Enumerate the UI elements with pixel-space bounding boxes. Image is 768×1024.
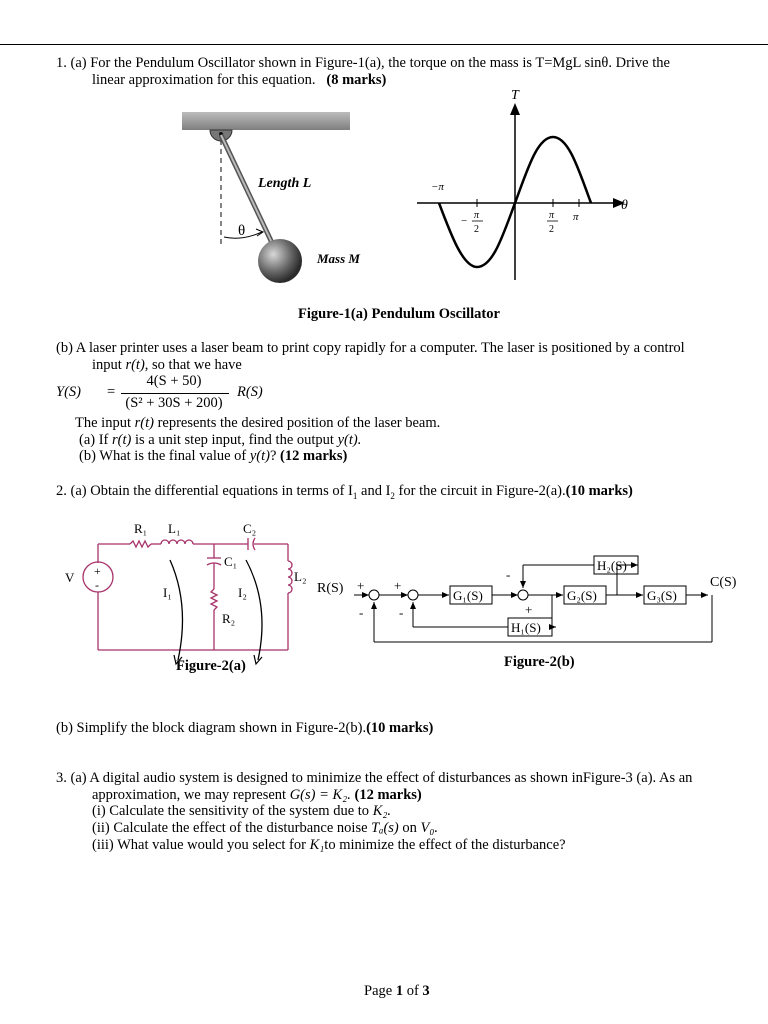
- pendulum-mass: [258, 239, 302, 283]
- inductor-l1: [161, 540, 193, 544]
- block-diagram: [312, 550, 757, 650]
- svg-text:R₂: R₂: [222, 611, 236, 626]
- svg-text:H₁(S): H₁(S): [511, 620, 541, 635]
- theta-label: θ: [238, 223, 246, 239]
- q3-part-i: (i) Calculate the sensitivity of the system due to K₂.: [92, 803, 392, 819]
- q1-a-line2: linear approximation for this equation. (8 marks): [92, 72, 387, 88]
- q2-a-line: 2. (a) Obtain the differential equations in terms of $I_1$ and $I_2$ for the circuit in Figure-2(a).(10 marks): [56, 483, 633, 501]
- q3-a-line2: approximation, we may represent G(s) = K₂. (12 marks): [92, 787, 422, 803]
- figure-2b-caption: Figure-2(b): [504, 654, 575, 670]
- tick-pi: π: [573, 211, 579, 223]
- svg-text:-: -: [506, 567, 511, 582]
- inductor-l2: [288, 561, 292, 593]
- tick-half-den: 2: [549, 224, 554, 235]
- resistor-r1: [130, 541, 151, 547]
- svg-text:L₂: L₂: [294, 569, 307, 584]
- sum-junction-3: [518, 590, 528, 600]
- axis-label-theta: θ: [621, 198, 628, 213]
- q1-a-line1: 1. (a) For the Pendulum Oscillator shown in Figure-1(a), the torque on the mass is T=MgL sinθ. Drive the: [56, 55, 670, 71]
- tick-neg-pi: −π: [431, 181, 444, 193]
- svg-text:+: +: [94, 564, 101, 578]
- page-number: Page 1 of 3: [364, 983, 430, 999]
- sum-junction-1: [369, 590, 379, 600]
- figure-1-caption: Figure-1(a) Pendulum Oscillator: [298, 306, 500, 322]
- q3-a-line1: 3. (a) A digital audio system is designed to minimize the effect of disturbances as shown inFigure-3 (a). As an: [56, 770, 693, 786]
- axis-label-t: T: [511, 88, 519, 103]
- q1-b-line3: The input r(t) represents the desired position of the laser beam.: [75, 415, 441, 431]
- svg-text:I₁: I₁: [163, 585, 172, 600]
- svg-text:G₂(S): G₂(S): [567, 588, 597, 603]
- tick-half-num: π: [549, 210, 555, 221]
- svg-text:G₃(S): G₃(S): [647, 588, 677, 603]
- svg-text:V: V: [65, 570, 75, 585]
- eq-rhs: R(S): [237, 384, 263, 400]
- eq-lhs: Y(S): [56, 384, 81, 400]
- circuit-figure: [60, 515, 325, 680]
- mass-label: Mass M: [317, 251, 360, 266]
- svg-text:+: +: [394, 578, 402, 593]
- figure-2a-caption: Figure-2(a): [176, 658, 246, 674]
- q3-part-iii: (iii) What value would you select for K₁to minimize the effect of the disturbance?: [92, 837, 566, 853]
- svg-text:L₁: L₁: [168, 521, 181, 536]
- resistor-r2: [211, 589, 217, 610]
- q3-part-ii: (ii) Calculate the effect of the disturbance noise Tₐ(s) on V₀.: [92, 820, 439, 836]
- eq-denominator: (S² + 30S + 200): [125, 395, 223, 411]
- eq-numerator: 4(S + 50): [146, 373, 202, 389]
- svg-text:-: -: [359, 605, 364, 620]
- svg-text:C₁: C₁: [224, 554, 238, 569]
- eq-fraction-bar: [121, 393, 229, 394]
- svg-text:I₂: I₂: [238, 585, 247, 600]
- svg-text:H₂(S): H₂(S): [597, 558, 627, 573]
- torque-graph: [415, 85, 645, 285]
- svg-text:G₁(S): G₁(S): [453, 588, 483, 603]
- q1-b-part-a: (a) If r(t) is a unit step input, find the output y(t).: [79, 432, 362, 448]
- q2-b-line: (b) Simplify the block diagram shown in Figure-2(b).(10 marks): [56, 720, 434, 736]
- eq-equals: =: [107, 384, 116, 400]
- header-rule: [0, 44, 768, 45]
- tick-neg-half-sign: −: [461, 215, 468, 227]
- loop-i1: [170, 560, 183, 660]
- q1-b-line1: (b) A laser printer uses a laser beam to print copy rapidly for a computer. The laser is positioned by a control: [56, 340, 685, 356]
- length-label: Length L: [258, 176, 312, 191]
- q1-b-line2: input r(t), so that we have: [92, 357, 242, 373]
- svg-text:-: -: [95, 578, 99, 592]
- loop-i2: [246, 560, 262, 660]
- sum-junction-2: [408, 590, 418, 600]
- ceiling: [182, 112, 350, 130]
- svg-text:R₁: R₁: [134, 521, 148, 536]
- svg-text:-: -: [399, 605, 404, 620]
- svg-text:+: +: [525, 602, 533, 617]
- tick-neg-half-den: 2: [474, 224, 479, 235]
- svg-text:C(S): C(S): [710, 575, 737, 590]
- svg-text:R(S): R(S): [317, 581, 344, 596]
- svg-text:+: +: [357, 578, 365, 593]
- tick-neg-half-num: π: [474, 210, 480, 221]
- svg-text:C₂: C₂: [243, 521, 257, 536]
- pendulum-figure: [170, 95, 380, 295]
- q1-b-part-b: (b) What is the final value of y(t)? (12 marks): [79, 448, 348, 464]
